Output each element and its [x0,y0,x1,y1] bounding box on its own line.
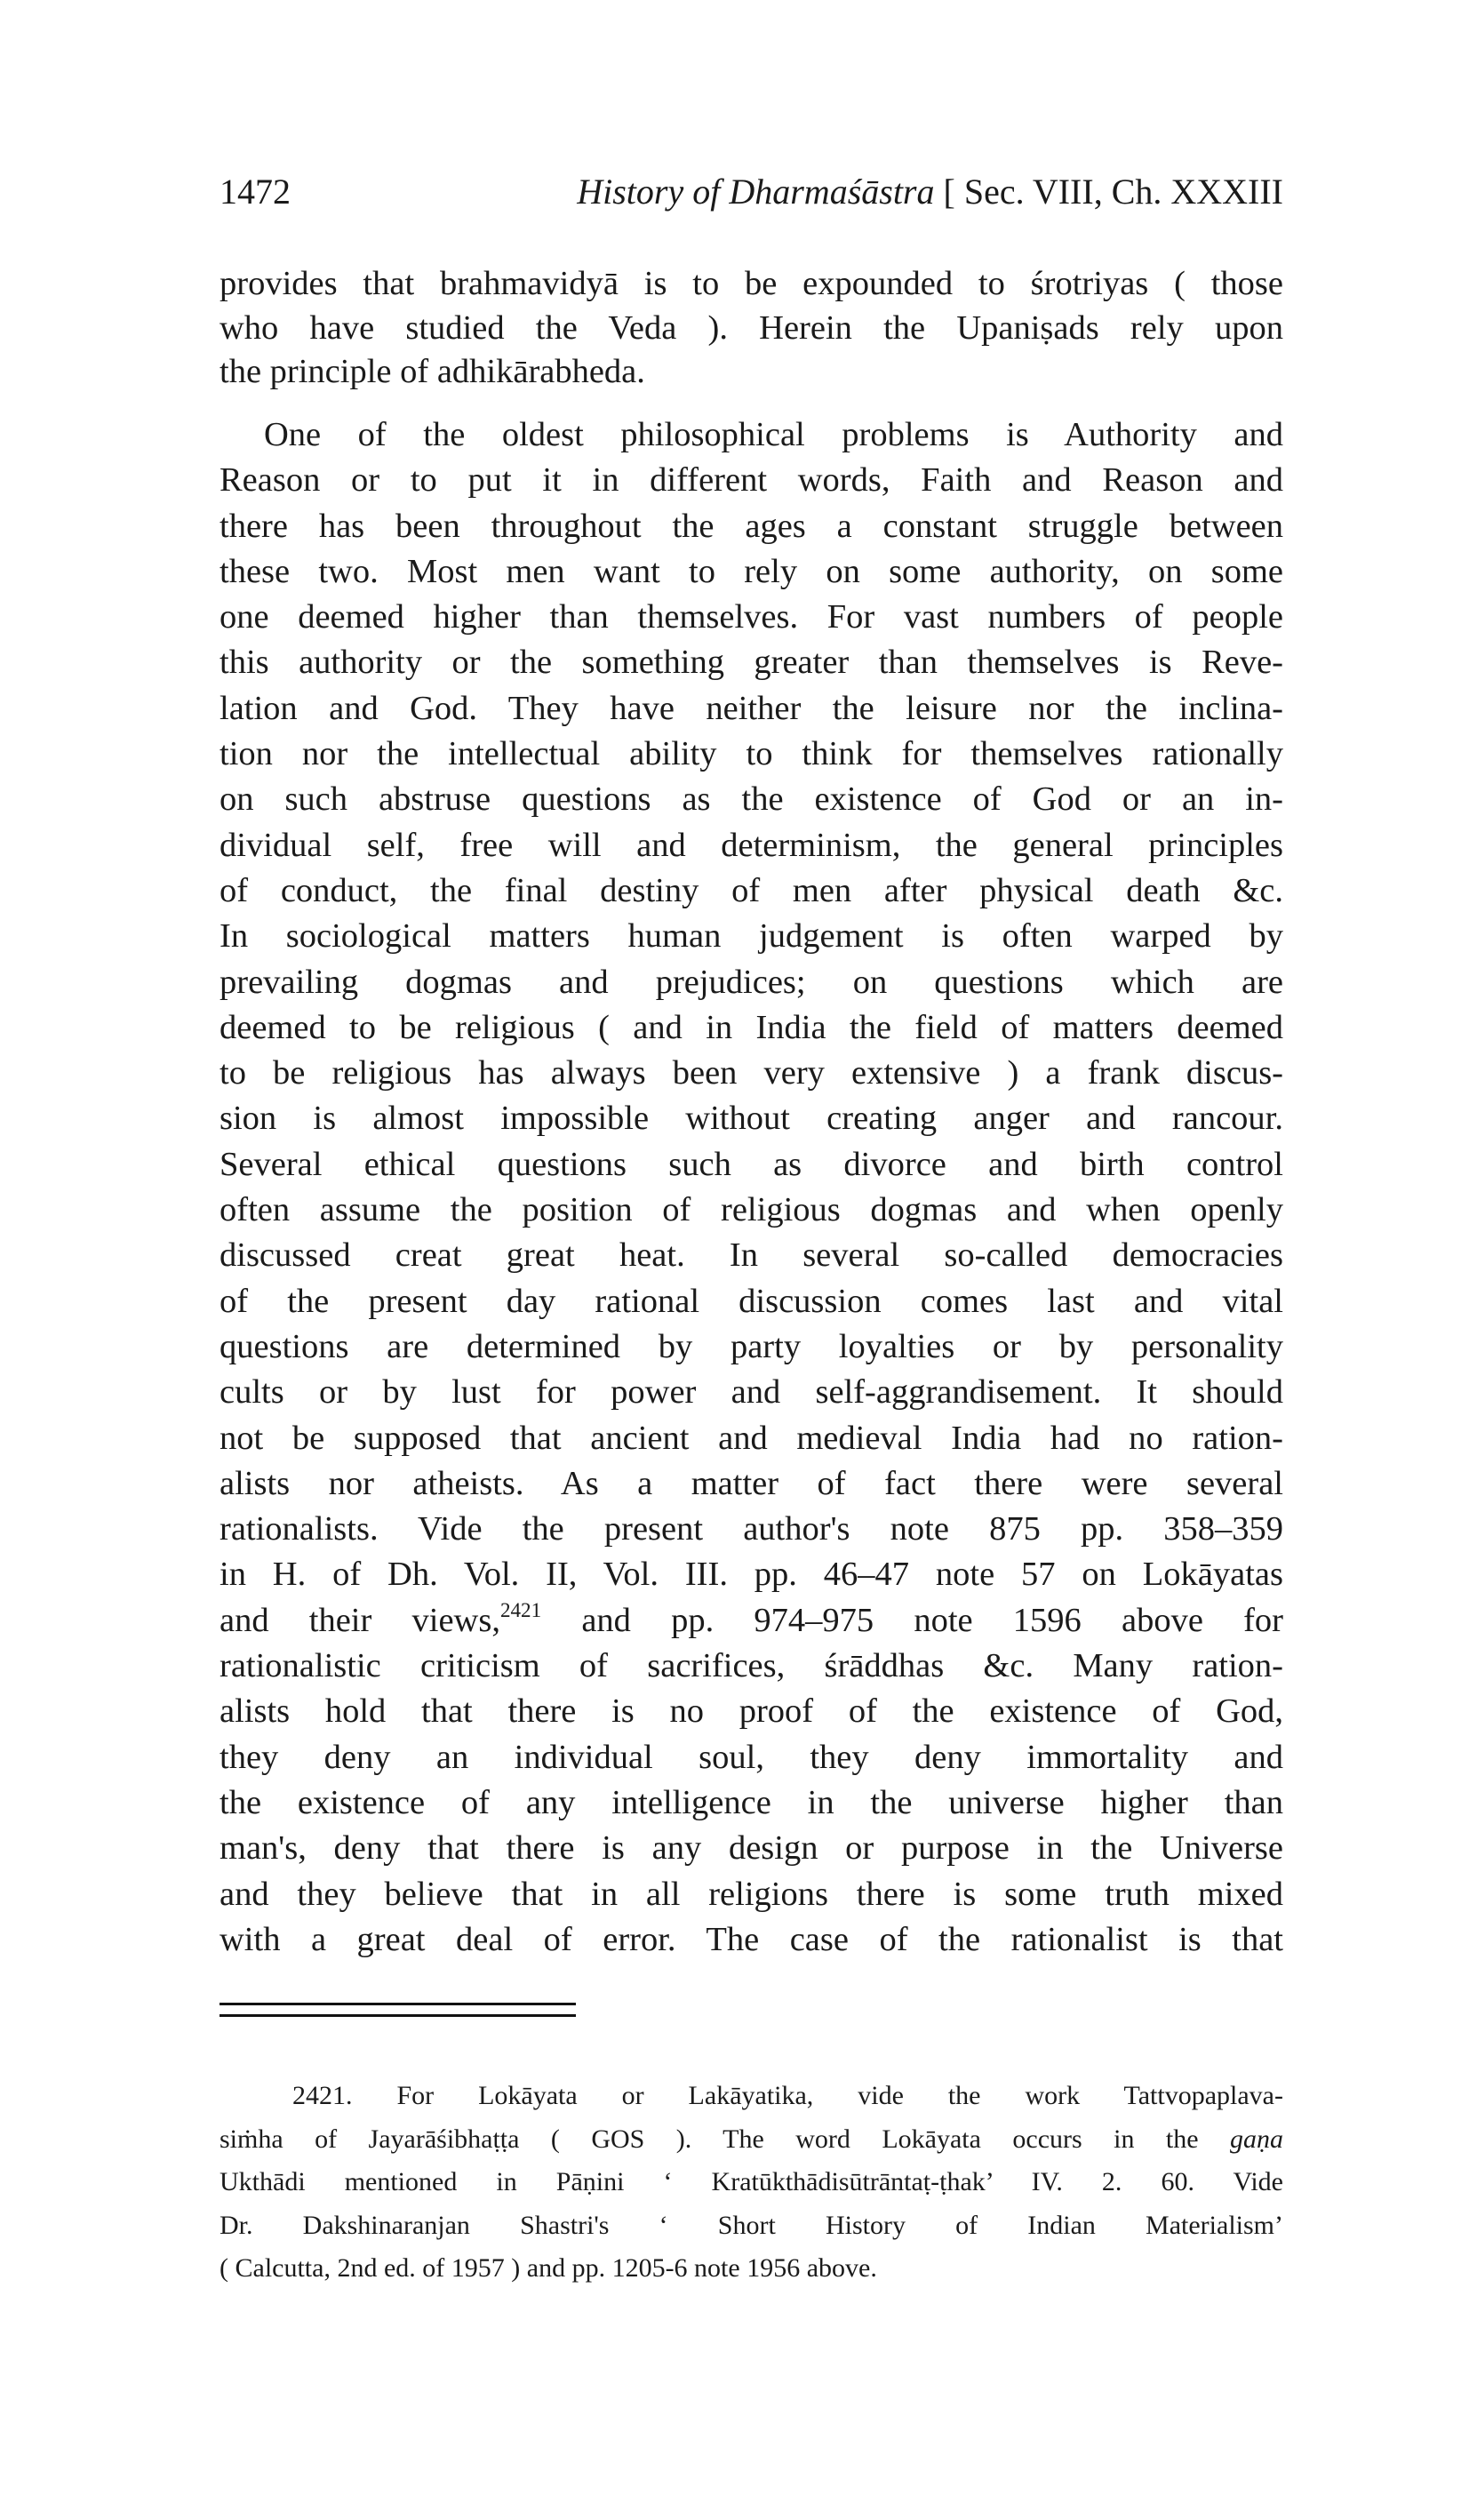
text-line [220,412,1283,458]
line-text: who have studied the Veda ). Herein the Upaniṣads rely upon [220,308,1283,347]
text-line [220,1598,1283,1644]
line-text: and their views, [220,1601,500,1639]
line-text: the principle of adhikārabheda. [220,353,645,390]
running-title [577,171,1283,213]
line-text: one deemed higher than themselves. For vast numbers of people [220,598,1283,636]
line-text: the existence of any intelligence in the universe higher than [220,1783,1283,1821]
text-line [220,960,1283,1005]
paragraph-authority-and-reason [220,412,1283,1963]
line-text: on such abstruse questions as the existence of God or an in- [220,780,1283,819]
line-text: Several ethical questions such as divorce and birth control [220,1145,1283,1183]
line-text: Ukthādi mentioned in Pāṇini ‘ Kratūkthādisūtrāntaṭ-ṭhak’ IV. 2. 60. Vide [220,2167,1283,2197]
line-text: lation and God. They have neither the leisure nor the inclina- [220,689,1283,727]
line-text: of conduct, the final destiny of men after physical death &c. [220,871,1283,909]
line-text: in H. of Dh. Vol. II, Vol. III. pp. 46–47 note 57 on Lokāyatas [220,1556,1283,1594]
line-text: man's, deny that there is any design or purpose in the Universe [220,1829,1283,1868]
line-text: alists hold that there is no proof of the existence of God, [220,1692,1283,1731]
text-line [220,1324,1283,1370]
footnote-rule-top [220,2003,576,2005]
text-line [220,1461,1283,1507]
footnote-2421 [220,2075,1283,2291]
text-line [220,1689,1283,1734]
text-line [220,2247,1283,2291]
line-text: tion nor the intellectual ability to think for themselves rationally [220,735,1283,773]
line-text: cults or by lust for power and self-aggrandisement. It should [220,1373,1283,1412]
text-line [220,823,1283,868]
line-text: In sociological matters human judgement is often warped by [220,917,1283,956]
italic-term: gaṇa [1230,2124,1284,2154]
text-line [220,2161,1283,2204]
text-line [220,1005,1283,1051]
text-line [220,262,1283,307]
line-text: prevailing dogmas and prejudices; on questions which are [220,963,1283,1001]
line-text: there has been throughout the ages a constant struggle between [220,507,1283,545]
text-line [220,2204,1283,2248]
text-line [220,307,1283,351]
text-line [220,640,1283,685]
line-text: this authority or the something greater than themselves is Reve- [220,644,1283,682]
line-text: questions are determined by party loyalties or by personality [220,1327,1283,1365]
line-text: these two. Most men want to rely on some authority, on some [220,552,1283,590]
text-line [220,777,1283,822]
text-line [220,1735,1283,1780]
text-line [220,1188,1283,1233]
line-text: and they believe that in all religions there is some truth mixed [220,1875,1283,1913]
book-title: History of Dharmaśāstra [577,172,935,212]
footnote-reference: 2421 [499,1597,542,1621]
text-line [220,1552,1283,1597]
text-line [220,732,1283,777]
line-text: often assume the position of religious dogmas and when openly [220,1191,1283,1229]
line-text: rationalistic criticism of sacrifices, śrāddhas &c. Many ration- [220,1647,1283,1685]
text-line [220,1917,1283,1963]
text-line [220,1507,1283,1552]
line-text: 2421. For Lokāyata or Lakāyatika, vide the work Tattvopaplava- [292,2081,1283,2110]
line-text: alists nor atheists. As a matter of fact there were several [220,1464,1283,1502]
line-text: rationalists. Vide the present author's note 875 pp. 358–359 [220,1510,1283,1548]
line-text: siṁha of Jayarāśibhaṭṭa ( GOS ). The word Lokāyata occurs in the [220,2124,1199,2154]
line-text: provides that brahmavidyā is to be expounded to śrotriyas ( those [220,265,1283,302]
line-text: ( Calcutta, 2nd ed. of 1957 ) and pp. 1205-6 note 1956 above. [220,2253,877,2284]
line-text: they deny an individual soul, they deny immortality and [220,1738,1283,1776]
line-text: Reason or to put it in different words, Faith and Reason and [220,461,1283,500]
page-number: 1472 [220,172,291,212]
line-text: sion is almost impossible without creating anger and rancour. [220,1100,1283,1138]
text-line [220,1780,1283,1826]
text-line [220,1279,1283,1324]
line-text: Dr. Dakshinaranjan Shastri's ‘ Short History of Indian Materialism’ [220,2210,1283,2240]
line-text: not be supposed that ancient and medieval India had no ration- [220,1419,1283,1457]
line-text: One of the oldest philosophical problems is Authority and [264,416,1283,453]
running-header [220,171,1283,213]
text-line [220,595,1283,640]
line-text: to be religious has always been very extensive ) a frank discus- [220,1054,1283,1092]
text-line [220,1416,1283,1461]
line-text: deemed to be religious ( and in India the field of matters deemed [220,1008,1283,1046]
line-text: and pp. 974–975 note 1596 above for [541,1601,1283,1639]
text-line [220,1051,1283,1096]
line-text: discussed creat great heat. In several so-called democracies [220,1236,1283,1275]
line-text: of the present day rational discussion comes last and vital [220,1282,1283,1320]
text-line [220,350,1283,395]
section-chapter: [ Sec. VIII, Ch. XXXIII [943,172,1283,212]
footnote-rule-bottom [220,2014,576,2017]
text-line [220,868,1283,914]
text-line [220,1872,1283,1917]
text-line [220,1096,1283,1141]
paragraph-continued [220,262,1283,395]
text-line [220,1644,1283,1689]
line-text: with a great deal of error. The case of the rationalist is that [220,1920,1283,1958]
text-line [220,2118,1283,2162]
text-line [220,549,1283,595]
text-line [220,1142,1283,1188]
text-line [220,686,1283,732]
text-line [220,504,1283,549]
text-line [220,2075,1283,2118]
text-line [220,1370,1283,1415]
line-text: dividual self, free will and determinism, the general principles [220,826,1283,864]
text-line [220,1233,1283,1278]
text-line [220,458,1283,503]
text-line [220,1826,1283,1871]
text-line [220,914,1283,959]
